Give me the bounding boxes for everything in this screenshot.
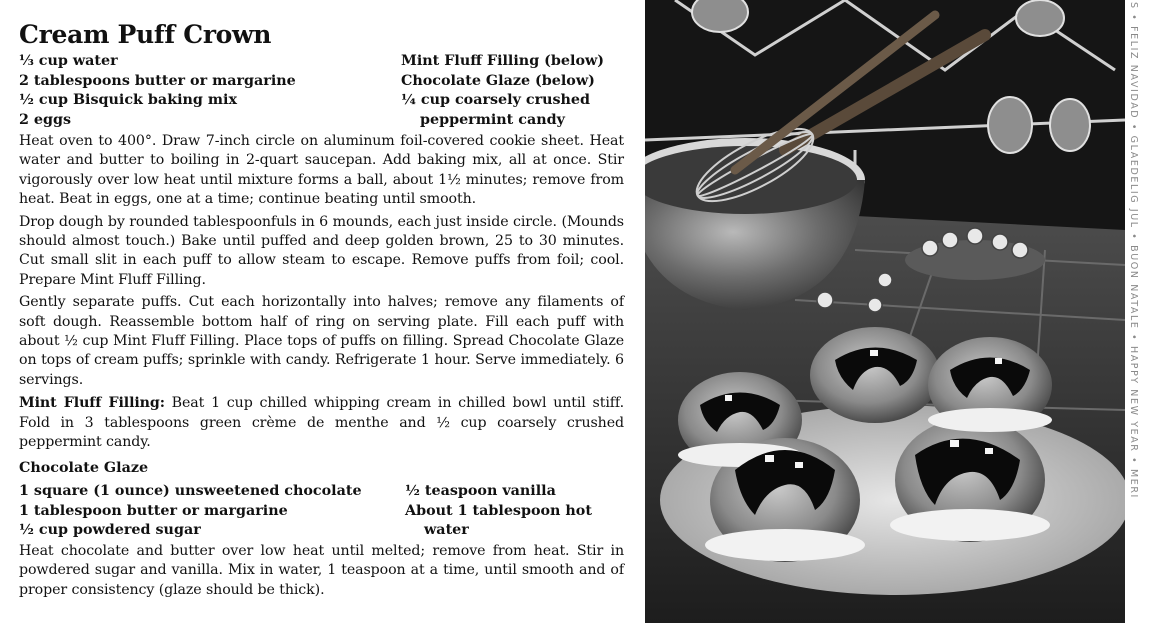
holiday-greetings-border: S • FELIZ NAVIDAD • GLAEDELIG JUL • BUON NATALE • HAPPY NEW YEAR • MERI	[1128, 2, 1139, 499]
puff-ingredients-right	[401, 52, 604, 130]
mint-fluff-filling	[19, 394, 624, 452]
recipe-card	[19, 18, 624, 618]
ingredient-item: peppermint candy	[420, 111, 565, 128]
ingredient-item: 2 tablespoons butter or margarine	[19, 72, 296, 89]
ingredient-item: 1 tablespoon butter or margarine	[19, 502, 288, 519]
ingredient-item: About 1 tablespoon hot	[405, 502, 592, 519]
ingredient-item: Chocolate Glaze (below)	[401, 72, 595, 89]
instructions-step-3: Gently separate puffs. Cut each horizontally into halves; remove any filaments of soft dough. Reassemble bottom half of ring on serving plate. Fill each puff with about ½ cup Mint Fluff Filling. Place tops of puffs on filling. Spread Chocolate Glaze on tops of cream puffs; sprinkle with candy. Refrigerate 1 hour. Serve immediately. 6 servings.	[19, 294, 624, 388]
instructions-step-1: Heat oven to 400°. Draw 7-inch circle on aluminum foil-covered cookie sheet. Heat water and butter to boiling in 2-quart saucepan. Add baking mix, all at once. Stir vigorously over low heat until mixture forms a ball, about 1½ minutes; remove from heat. Beat in eggs, one at a time; continue beating until smooth.	[19, 133, 624, 208]
mint-fluff-label: Mint Fluff Filling:	[19, 395, 165, 412]
ingredient-item: ½ cup powdered sugar	[19, 522, 201, 538]
mint-fluff-text: Beat 1 cup chilled whipping cream in chilled bowl until stiff. Fold in 3 tablespoons green crème de menthe and ½ cup coarsely crushed peppermint candy.	[19, 395, 624, 451]
glaze-ingredients-right	[405, 482, 592, 541]
ingredient-item: ⅓ cup water	[19, 53, 118, 69]
instructions-step-2: Drop dough by rounded tablespoonfuls in 6 mounds, each just inside circle. (Mounds should almost touch.) Bake until puffed and deep golden brown, 25 to 30 minutes. Cut small slit in each puff to allow steam to escape. Remove puffs from foil; cool. Prepare Mint Fluff Filling.	[19, 213, 624, 288]
puff-ingredients-left	[19, 52, 296, 130]
cream-puff-photo	[645, 0, 1125, 623]
puff-ingredients	[19, 52, 624, 130]
photo-illustration	[645, 0, 1125, 623]
glaze-ingredients	[19, 482, 624, 542]
ingredient-item: 1 square (1 ounce) unsweetened chocolate	[19, 483, 362, 499]
ingredient-item: Mint Fluff Filling (below)	[401, 53, 605, 69]
glaze-ingredients-left	[19, 482, 362, 541]
ingredient-item: ½ cup Bisquick baking mix	[19, 92, 237, 108]
glaze-instructions: Heat chocolate and butter over low heat until melted; remove from heat. Stir in powdered sugar and vanilla. Mix in water, 1 teaspoon at a time, until smooth and of proper consistency (glaze should be thick).	[19, 543, 624, 598]
ingredient-item: 2 eggs	[19, 111, 72, 128]
ingredient-item: ¼ cup coarsely crushed	[401, 92, 591, 108]
glaze-heading: Chocolate Glaze	[19, 459, 149, 476]
ingredient-item: ½ teaspoon vanilla	[405, 483, 556, 499]
recipe-title: Cream Puff Crown	[19, 20, 272, 49]
ingredient-item: water	[424, 522, 469, 538]
